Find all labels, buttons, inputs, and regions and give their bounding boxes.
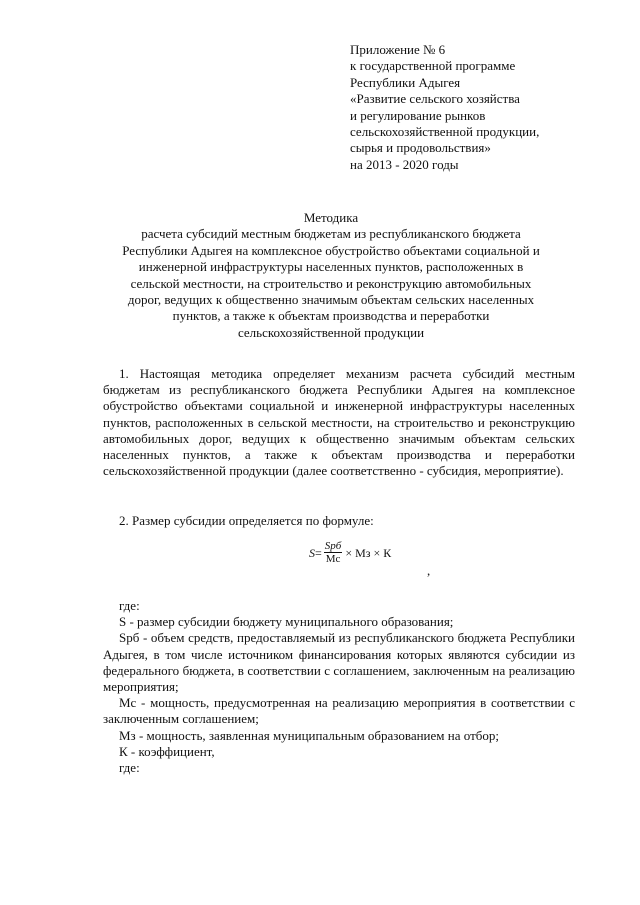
appendix-line: Республики Адыгея [350,74,461,90]
formula-denominator: Мс [325,553,341,565]
title-heading: Методика [303,210,359,225]
where-label: где: [119,598,140,613]
title-line: сельскохозяйственной продукции [237,324,425,340]
formula-equals: = [315,545,322,560]
definition-k: К - коэффициент, [119,743,215,759]
formula-comma: , [427,563,431,578]
appendix-line: «Развитие сельского хозяйства [350,91,520,107]
definition-s: S - размер субсидии бюджету муниципального образования; [119,614,454,630]
definition-mz: Мз - мощность, заявленная муниципальным образованием на отбор; [119,727,499,743]
title-line: инженерной инфраструктуры населенных пунктов, расположенных в [138,259,524,275]
appendix-line: сельскохозяйственной продукции, [350,124,540,140]
appendix-line: на 2013 - 2020 годы [350,156,459,172]
where-label: где: [119,760,140,776]
document-body [103,366,575,529]
formula-numerator: Spб [324,540,342,552]
title-line: пунктов, а также к объектам производства и переработки [172,308,490,324]
document-title [90,210,572,341]
appendix-line: Приложение № 6 [350,42,446,57]
definitions [103,598,575,776]
paragraph-2: 2. Размер субсидии определяется по формуле: [119,513,374,528]
paragraph-1: 1. Настоящая методика определяет механизм расчета субсидий местным бюджетам из республиканского бюджета Республики Адыгея на комплексное обустройство объектами социальной и инженерной инфраструктуры населенных пунктов, расположенных в сельской местности, на строительство и реконструкцию автомобильных дорог, ведущих к общественно значимым объектам сельских населенных пунктов, а также к объектам производства и переработки сельскохозяйственной продукции (далее соответственно - субсидия, мероприятие). [103,366,575,479]
appendix-header [350,42,539,173]
title-line: дорог, ведущих к общественно значимым объектам сельских населенных [127,292,535,308]
formula-multipliers: × Мз × К [345,545,392,560]
title-line: расчета субсидий местным бюджетам из республиканского бюджета [141,226,521,242]
formula-fraction [324,540,343,565]
appendix-line: и регулирование рынков [350,107,486,123]
definition-spb: Spб - объем средств, предоставляемый из республиканского бюджета Республики Адыгея, в том числе источником финансирования которых являются субсидии из федерального бюджета, в соответствии с соглашением, заключенным на реализацию мероприятия; [103,630,575,695]
appendix-line: к государственной программе [350,58,516,74]
formula-lhs: S [309,545,315,560]
definition-mc: Мс - мощность, предусмотренная на реализацию мероприятия в соответствии с заключенным соглашением; [103,695,575,727]
appendix-line: сырья и продовольствия» [350,140,491,156]
title-line: Республики Адыгея на комплексное обустройство объектами социальной и [122,242,540,258]
title-line: сельской местности, на строительство и реконструкцию автомобильных [130,275,532,291]
subsidy-formula [309,540,391,565]
